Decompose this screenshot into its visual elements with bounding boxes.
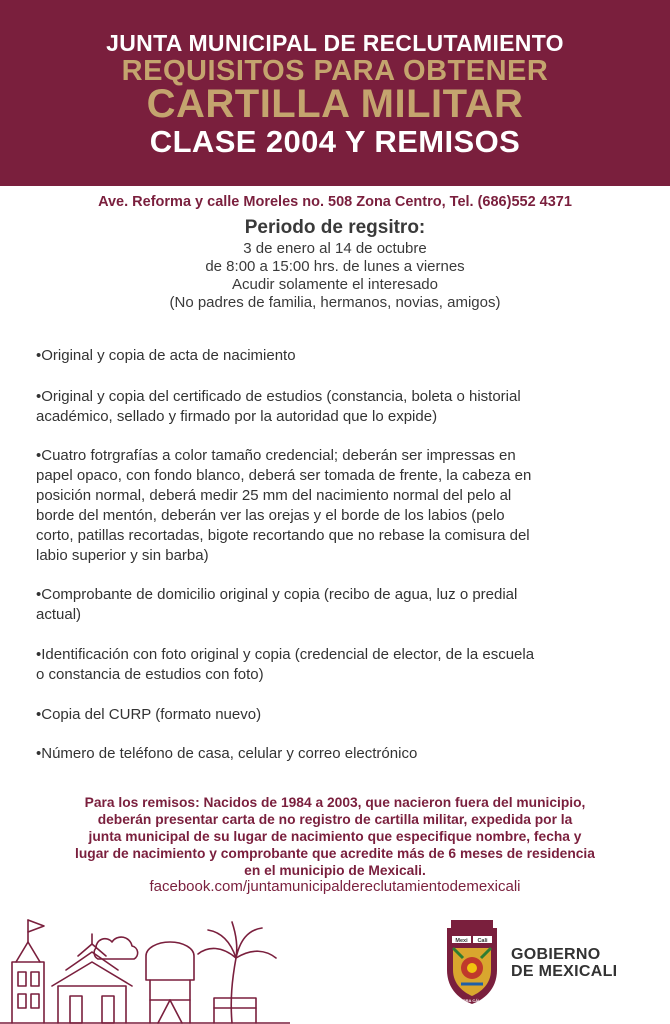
requirement-line: •Cuatro fotrgrafías a color tamaño credencial; deberán ser impressas en [36,447,516,464]
requirement-line: borde del mentón, deberán ver las orejas y el borde de los labios (pelo [36,507,505,524]
government-logo-text [511,946,617,980]
remisos-line: Para los remisos: Nacidos de 1984 a 2003, que nacieron fuera del municipio, [84,795,586,810]
period-details [0,240,670,312]
period-title: Periodo de regsitro: [244,217,426,238]
remisos-line: deberán presentar carta de no registro de cartilla militar, expedida por la [97,812,573,827]
period-line: 3 de enero al 14 de octubre [243,240,427,257]
header-line-2: REQUISITOS PARA OBTENER [121,55,549,87]
requirement-line: •Original y copia de acta de nacimiento [36,347,296,364]
shield-ring-text: TIERRA CÁLIDA [456,998,488,1003]
header-subtitle: CLASE 2004 Y REMISOS [149,124,521,159]
requirement-line: o constancia de estudios con foto) [36,666,264,683]
gov-line-2: DE MEXICALI [511,963,618,980]
requirement-item [36,645,636,685]
requirement-line: académico, sellado y firmado por la autoridad que lo expide) [36,408,438,425]
requirement-item [36,387,636,427]
requirement-item [36,744,636,764]
remisos-notice [26,794,644,879]
requirement-line: posición normal, deberá medir 25 mm del nacimiento normal del pelo al [36,487,512,504]
remisos-line: junta municipal de su lugar de nacimiento que especifique nombre, fecha y [88,829,582,844]
mexicali-shield-logo [443,918,501,1006]
requirement-item [36,346,636,366]
requirement-line: papel opaco, con fondo blanco, deberá ser tomada de frente, la cabeza en [36,467,532,484]
city-skyline-illustration [0,900,290,1024]
period-line: (No padres de familia, hermanos, novias, amigos) [169,294,501,311]
requirement-item [36,705,636,725]
remisos-line: lugar de nacimiento y comprobante que acredite más de 6 meses de residencia [75,846,595,861]
requirement-line: •Número de teléfono de casa, celular y correo electrónico [36,745,418,762]
requirement-line: •Identificación con foto original y copia (credencial de elector, de la escuela [36,646,535,663]
header-line-1: JUNTA MUNICIPAL DE RECLUTAMIENTO [106,30,564,56]
gov-line-1: GOBIERNO [511,946,601,963]
period-line: de 8:00 a 15:00 hrs. de lunes a viernes [205,258,465,275]
shield-top-left-text: Mexi [455,938,468,944]
requirement-item [36,585,636,625]
requirement-item [36,446,636,566]
shield-top-right-text: Cali [477,938,488,944]
requirement-line: labio superior y sin barba) [36,547,209,564]
address-line: Ave. Reforma y calle Moreles no. 508 Zona Centro, Tel. (686)552 4371 [98,194,572,210]
facebook-link[interactable]: facebook.com/juntamunicipaldereclutamientodemexicali [149,878,521,895]
requirement-line: •Original y copia del certificado de estudios (constancia, boleta o historial [36,388,521,405]
header-title: CARTILLA MILITAR [146,82,524,126]
requirement-line: corto, patillas recortadas, bigote recortando que no rebase la comisura del [36,527,530,544]
requirement-line: •Comprobante de domicilio original y copia (recibo de agua, luz o predial [36,586,518,603]
remisos-line: en el municipio de Mexicali. [244,863,426,878]
header-banner [0,0,670,186]
period-line: Acudir solamente el interesado [232,276,438,293]
requirement-line: •Copia del CURP (formato nuevo) [36,706,262,723]
requirement-line: actual) [36,606,82,623]
